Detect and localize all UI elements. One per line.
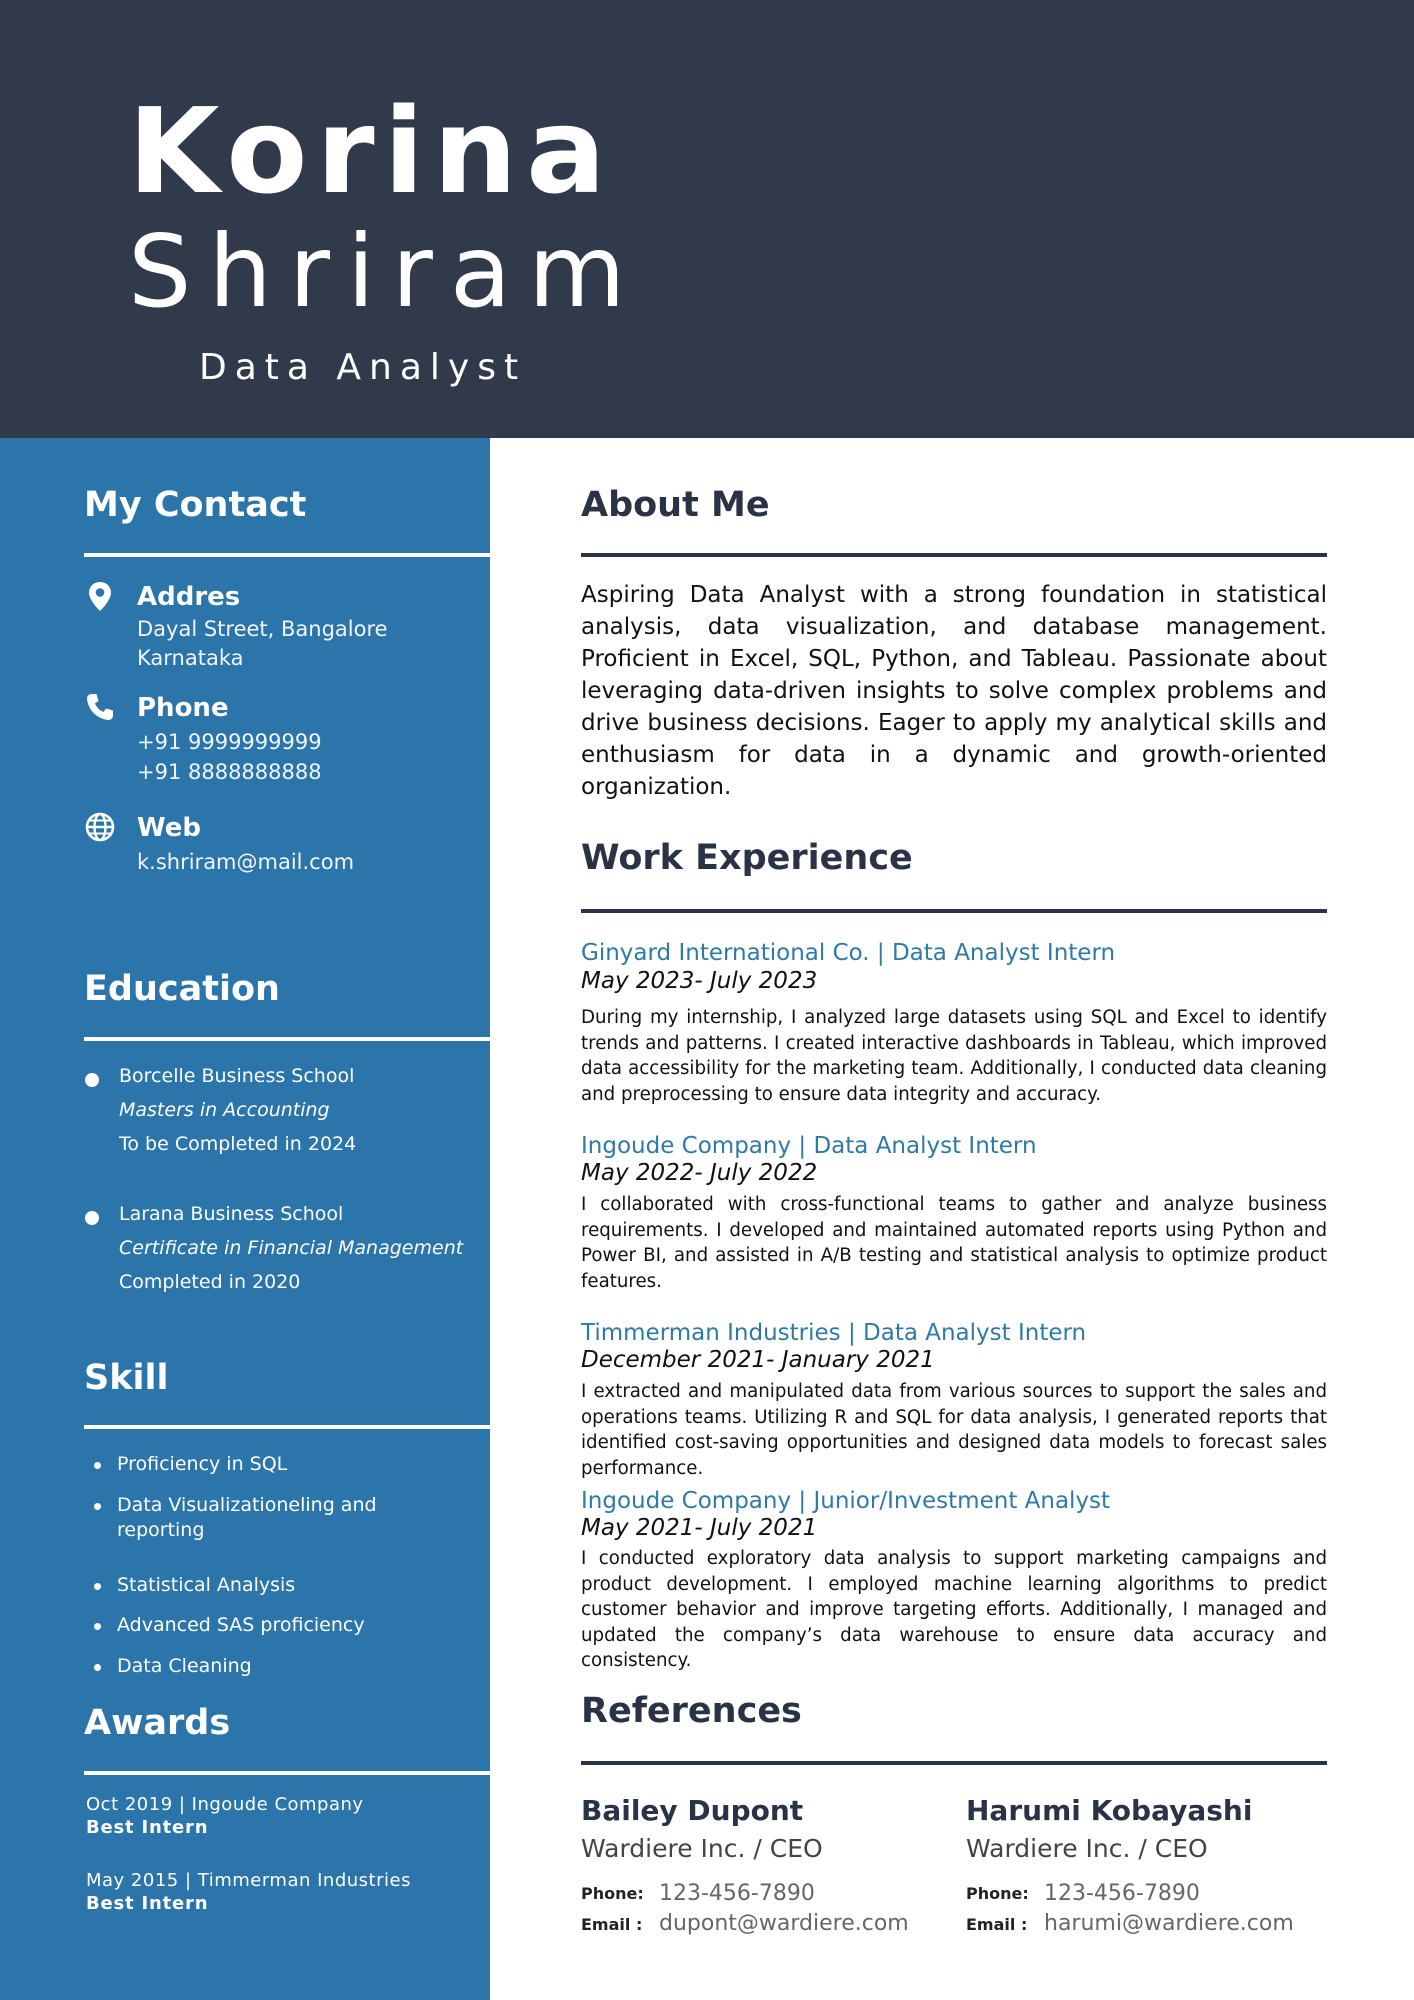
job-description: I collaborated with cross-functional teams to gather and analyze business requirements. I developed and maintained automated reports using Python and Power BI, and assisted in A/B testing and statistical analysis to optimize product features. bbox=[581, 1194, 1327, 1292]
awards-divider bbox=[84, 1771, 490, 1775]
reference-phone[interactable]: 123-456-7890 bbox=[659, 1881, 815, 1906]
header-banner bbox=[0, 0, 1414, 438]
education-degree: Certificate in Financial Management bbox=[119, 1237, 464, 1259]
skill-divider bbox=[84, 1425, 490, 1429]
web-email[interactable]: k.shriram@mail.com bbox=[137, 850, 355, 874]
contact-heading: My Contact bbox=[84, 485, 307, 525]
education-heading: Education bbox=[84, 969, 280, 1009]
skill-heading: Skill bbox=[84, 1358, 169, 1398]
job-title: Ginyard International Co. | Data Analyst Intern bbox=[581, 940, 1116, 966]
skill-bullet bbox=[94, 1664, 101, 1671]
web-label: Web bbox=[137, 813, 201, 843]
reference-email-label: Email : bbox=[966, 1915, 1028, 1934]
education-status: Completed in 2020 bbox=[119, 1271, 301, 1293]
skill-item: Proficiency in SQL bbox=[117, 1453, 288, 1475]
award-title: Best Intern bbox=[86, 1817, 209, 1838]
reference-phone-label: Phone: bbox=[966, 1884, 1029, 1903]
job-description: I extracted and manipulated data from various sources to support the sales and operations teams. Utilizing R and SQL for data analysis, I generated reports that identified cost-saving opportunities and designed data models to forecast sales performance. bbox=[581, 1381, 1327, 1479]
phone-icon bbox=[84, 691, 116, 723]
address-label: Addres bbox=[137, 582, 241, 612]
last-name: Shriram bbox=[128, 213, 643, 330]
first-name: Korina bbox=[128, 82, 615, 220]
education-school: Borcelle Business School bbox=[119, 1065, 355, 1087]
award-title: Best Intern bbox=[86, 1893, 209, 1914]
education-status: To be Completed in 2024 bbox=[119, 1133, 357, 1155]
address-line: Dayal Street, Bangalore bbox=[137, 617, 388, 641]
reference-name: Bailey Dupont bbox=[581, 1794, 804, 1827]
about-text: Aspiring Data Analyst with a strong foundation in statistical analysis, data visualization, and database management. Proficient in Excel, SQL, Python, and Tableau. Passionate about leveraging data-driven insights to solve complex problems and drive business decisions. Eager to apply my analytical skills and enthusiasm for data in a dynamic and growth-oriented organization. bbox=[581, 582, 1327, 800]
education-divider bbox=[84, 1037, 490, 1041]
location-pin-icon bbox=[84, 580, 116, 612]
education-bullet bbox=[85, 1073, 99, 1087]
reference-name: Harumi Kobayashi bbox=[966, 1794, 1253, 1827]
sidebar bbox=[0, 438, 490, 2000]
references-heading: References bbox=[581, 1691, 802, 1731]
skill-item: Data Cleaning bbox=[117, 1655, 252, 1677]
job-description: During my internship, I analyzed large datasets using SQL and Excel to identify trends and patterns. I created interactive dashboards in Tableau, which improved data accessibility for the marketing team. Additionally, I conducted data cleaning and preprocessing to ensure data integrity and accuracy. bbox=[581, 1007, 1327, 1105]
reference-phone-label: Phone: bbox=[581, 1884, 644, 1903]
job-title: Ingoude Company | Junior/Investment Analyst bbox=[581, 1488, 1111, 1514]
skill-bullet bbox=[94, 1462, 101, 1469]
address-line: Karnataka bbox=[137, 646, 244, 670]
reference-email[interactable]: harumi@wardiere.com bbox=[1044, 1911, 1294, 1936]
references-divider bbox=[581, 1761, 1327, 1765]
about-heading: About Me bbox=[581, 485, 770, 525]
skill-item: Data Visualizationeling and reporting bbox=[117, 1494, 377, 1541]
award-line: May 2015 | Timmerman Industries bbox=[86, 1870, 411, 1891]
education-bullet bbox=[85, 1211, 99, 1225]
contact-divider bbox=[84, 553, 490, 557]
phone-label: Phone bbox=[137, 693, 229, 723]
job-title: Data Analyst bbox=[199, 347, 527, 388]
job-description: I conducted exploratory data analysis to support marketing campaigns and product development. I employed machine learning algorithms to predict customer behavior and improve targeting efforts. Additionally, I managed and updated the company’s data warehouse to ensure data accuracy and consistency. bbox=[581, 1548, 1327, 1671]
phone-number[interactable]: +91 8888888888 bbox=[137, 760, 322, 784]
skill-item: Statistical Analysis bbox=[117, 1574, 296, 1596]
education-school: Larana Business School bbox=[119, 1203, 344, 1225]
work-heading: Work Experience bbox=[581, 838, 913, 878]
skill-bullet bbox=[94, 1583, 101, 1590]
reference-role: Wardiere Inc. / CEO bbox=[966, 1834, 1208, 1863]
work-divider bbox=[581, 909, 1327, 913]
job-title: Ingoude Company | Data Analyst Intern bbox=[581, 1133, 1037, 1159]
job-date: December 2021- January 2021 bbox=[581, 1347, 935, 1373]
reference-phone[interactable]: 123-456-7890 bbox=[1044, 1881, 1200, 1906]
phone-number[interactable]: +91 9999999999 bbox=[137, 730, 322, 754]
job-date: May 2021- July 2021 bbox=[581, 1515, 818, 1541]
education-degree: Masters in Accounting bbox=[119, 1099, 330, 1121]
job-date: May 2022- July 2022 bbox=[581, 1160, 818, 1186]
reference-email[interactable]: dupont@wardiere.com bbox=[659, 1911, 909, 1936]
award-line: Oct 2019 | Ingoude Company bbox=[86, 1794, 364, 1815]
reference-email-label: Email : bbox=[581, 1915, 643, 1934]
skill-bullet bbox=[94, 1623, 101, 1630]
skill-item: Advanced SAS proficiency bbox=[117, 1614, 365, 1636]
about-divider bbox=[581, 553, 1327, 557]
awards-heading: Awards bbox=[84, 1703, 231, 1743]
job-date: May 2023- July 2023 bbox=[581, 968, 818, 994]
globe-icon bbox=[84, 811, 116, 843]
reference-role: Wardiere Inc. / CEO bbox=[581, 1834, 823, 1863]
skill-bullet bbox=[94, 1503, 101, 1510]
job-title: Timmerman Industries | Data Analyst Intern bbox=[581, 1320, 1087, 1346]
